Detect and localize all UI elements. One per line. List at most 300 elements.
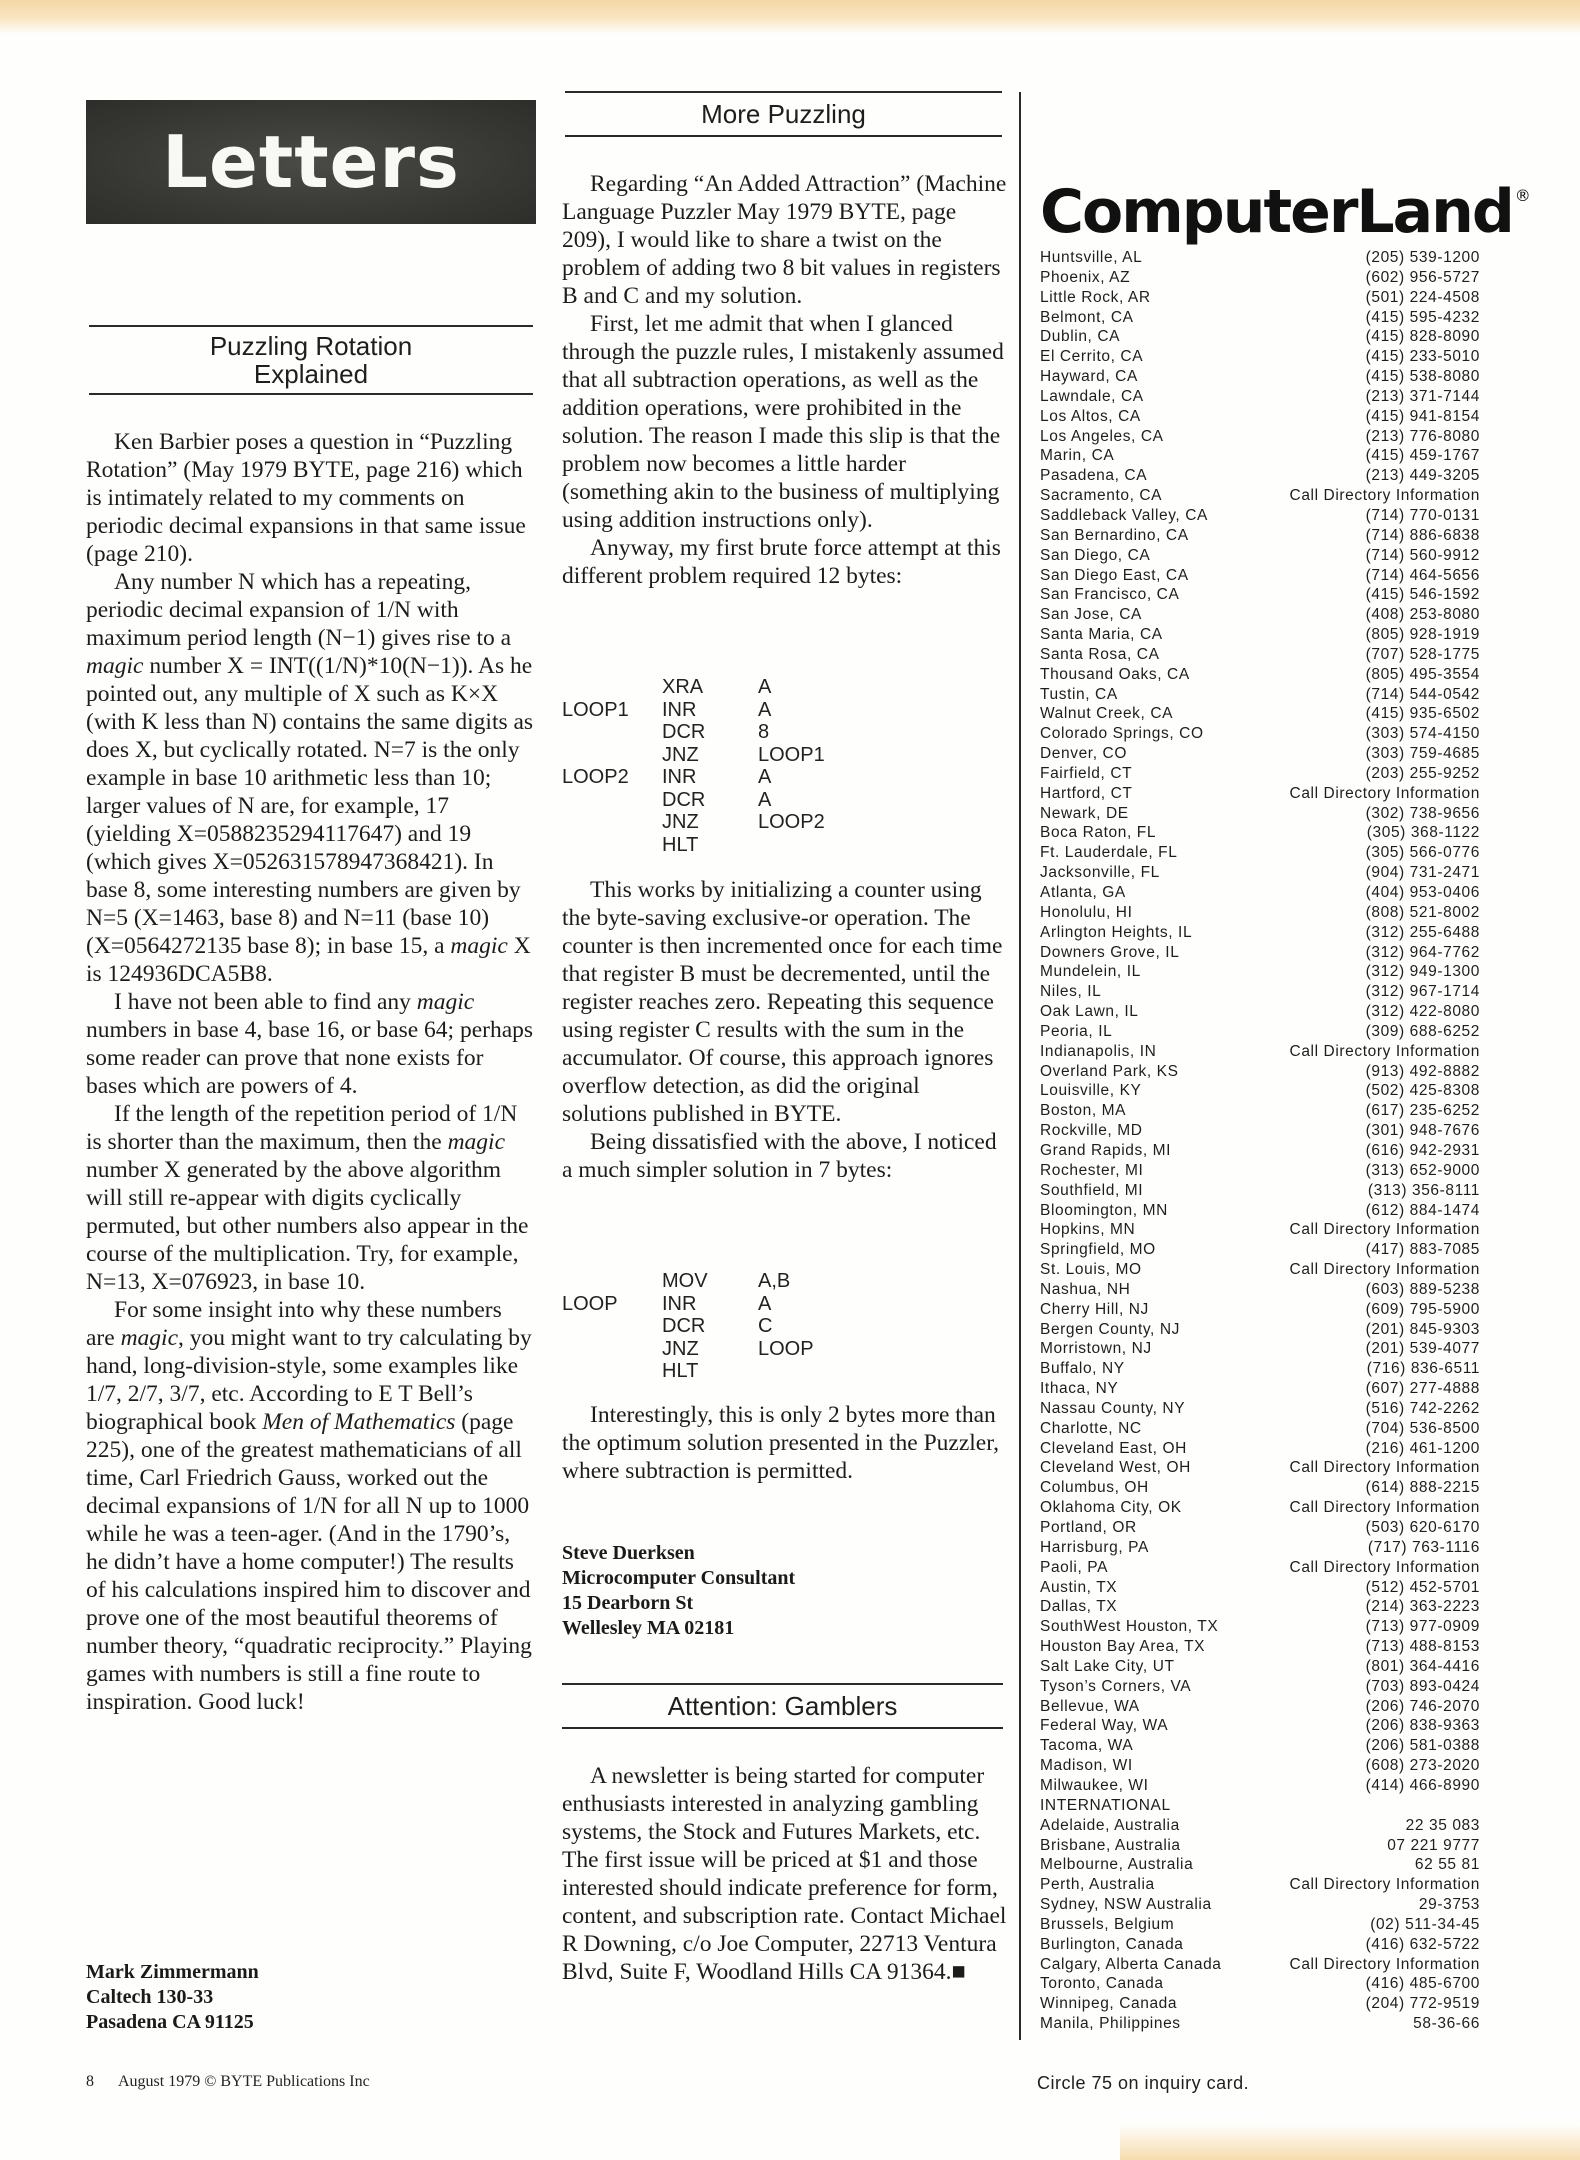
signature-line: Steve Duerksen bbox=[562, 1542, 695, 1564]
store-city: Brussels, Belgium bbox=[1040, 1915, 1175, 1933]
letter-body-more-puzzling-end bbox=[562, 1401, 1009, 1485]
store-row bbox=[1040, 1201, 1480, 1221]
store-city: Arlington Heights, IL bbox=[1040, 923, 1193, 941]
store-row bbox=[1040, 1320, 1480, 1340]
store-phone: (416) 632-5722 bbox=[1365, 1935, 1480, 1953]
brand-name: ComputerLand bbox=[1040, 177, 1513, 247]
store-city: Morristown, NJ bbox=[1040, 1340, 1152, 1358]
store-row bbox=[1040, 1697, 1480, 1717]
store-phone: (713) 488-8153 bbox=[1365, 1638, 1480, 1656]
store-phone: (707) 528-1775 bbox=[1365, 645, 1480, 663]
store-row bbox=[1040, 1220, 1480, 1240]
store-city: Pasadena, CA bbox=[1040, 467, 1148, 485]
store-row bbox=[1040, 943, 1480, 963]
code-line: LOOP2 INR A bbox=[562, 766, 772, 788]
store-city: Winnipeg, Canada bbox=[1040, 1995, 1178, 2013]
store-row bbox=[1040, 1240, 1480, 1260]
store-city: San Francisco, CA bbox=[1040, 586, 1180, 604]
store-row bbox=[1040, 268, 1480, 288]
store-phone: (312) 255-6488 bbox=[1365, 923, 1480, 941]
store-city: Honolulu, HI bbox=[1040, 903, 1133, 921]
store-phone: (203) 255-9252 bbox=[1365, 764, 1480, 782]
store-row bbox=[1040, 1657, 1480, 1677]
store-row bbox=[1040, 1399, 1480, 1419]
store-city: Tacoma, WA bbox=[1040, 1737, 1134, 1755]
store-phone: (714) 770-0131 bbox=[1365, 506, 1480, 524]
store-city: San Jose, CA bbox=[1040, 606, 1142, 624]
store-city: Atlanta, GA bbox=[1040, 884, 1126, 901]
store-phone: (808) 521-8002 bbox=[1365, 903, 1480, 921]
store-city: Rochester, MI bbox=[1040, 1161, 1144, 1179]
store-phone: 29-3753 bbox=[1418, 1896, 1480, 1914]
store-city: Bergen County, NJ bbox=[1040, 1320, 1181, 1338]
end-mark-icon: ■ bbox=[951, 1959, 966, 1985]
store-city: Saddleback Valley, CA bbox=[1040, 506, 1208, 524]
store-phone: (415) 941-8154 bbox=[1365, 407, 1480, 425]
page-edge-stain-bottom bbox=[1120, 2124, 1580, 2160]
store-phone: (416) 485-6700 bbox=[1365, 1975, 1480, 1993]
store-phone: (913) 492-8882 bbox=[1365, 1062, 1480, 1080]
store-city: Burlington, Canada bbox=[1040, 1935, 1184, 1953]
store-phone: (02) 511-34-45 bbox=[1370, 1915, 1480, 1933]
store-city: Bellevue, WA bbox=[1040, 1697, 1140, 1715]
store-row bbox=[1040, 1518, 1480, 1538]
code-listing-12-bytes bbox=[562, 676, 878, 856]
letters-banner bbox=[86, 100, 536, 224]
code-line: DCR A bbox=[662, 788, 772, 811]
store-city: Lawndale, CA bbox=[1040, 387, 1144, 405]
paragraph: Interestingly, this is only 2 bytes more than the optimum solution presented in the Puzzler, where subtraction is permitted. bbox=[562, 1402, 999, 1484]
store-row bbox=[1040, 784, 1480, 804]
store-phone: (415) 233-5010 bbox=[1365, 348, 1480, 366]
store-city: Mundelein, IL bbox=[1040, 963, 1141, 981]
inquiry-note: Circle 75 on inquiry card. bbox=[1037, 2073, 1250, 2093]
store-phone: (603) 889-5238 bbox=[1365, 1280, 1480, 1298]
signature-line: Pasadena CA 91125 bbox=[86, 2011, 254, 2033]
code-line: LOOP1 INR A bbox=[562, 698, 772, 721]
store-city: INTERNATIONAL bbox=[1040, 1796, 1171, 1814]
store-city: Charlotte, NC bbox=[1040, 1419, 1142, 1437]
store-phone: (714) 886-6838 bbox=[1365, 526, 1480, 544]
store-row bbox=[1040, 625, 1480, 645]
code-line: JNZ LOOP bbox=[662, 1337, 814, 1360]
store-row bbox=[1040, 843, 1480, 863]
store-phone: (305) 566-0776 bbox=[1365, 844, 1480, 862]
store-phone: (714) 560-9912 bbox=[1365, 546, 1480, 564]
store-row bbox=[1040, 486, 1480, 506]
store-phone: (201) 845-9303 bbox=[1365, 1320, 1480, 1338]
store-phone: (614) 888-2215 bbox=[1365, 1479, 1480, 1497]
letter-body-more-puzzling-cont bbox=[562, 876, 1009, 1184]
store-phone: (607) 277-4888 bbox=[1365, 1380, 1480, 1398]
store-phone: (713) 977-0909 bbox=[1365, 1618, 1480, 1636]
store-phone: Call Directory Information bbox=[1289, 1499, 1480, 1517]
store-phone: 58-36-66 bbox=[1413, 2015, 1480, 2033]
store-city: Manila, Philippines bbox=[1040, 2015, 1181, 2033]
store-row bbox=[1040, 1339, 1480, 1359]
store-row bbox=[1040, 1716, 1480, 1736]
store-city: Toronto, Canada bbox=[1040, 1975, 1164, 1993]
store-city: Paoli, PA bbox=[1040, 1558, 1109, 1576]
store-city: Milwaukee, WI bbox=[1040, 1776, 1149, 1794]
store-row bbox=[1040, 1280, 1480, 1300]
store-row bbox=[1040, 1478, 1480, 1498]
store-city: SouthWest Houston, TX bbox=[1040, 1618, 1219, 1636]
store-row bbox=[1040, 347, 1480, 367]
store-row bbox=[1040, 2014, 1480, 2034]
store-city: Boca Raton, FL bbox=[1040, 824, 1157, 842]
store-row bbox=[1040, 1637, 1480, 1657]
store-row bbox=[1040, 804, 1480, 824]
code-line: JNZ LOOP1 bbox=[662, 743, 825, 766]
store-row bbox=[1040, 1875, 1480, 1895]
store-row bbox=[1040, 982, 1480, 1002]
paragraph: For some insight into why these numbers are magic, you might want to try calculating by hand, long-division-style, some examples like 1/7, 2/7, 3/7, etc. According to E T Bell’s biographical book Men of Mathematics (page 225), one of the greatest mathematicians of all time, Carl Friedrich Gauss, worked out the decimal expansions of 1/N for all N up to 1000 while he was a teen-ager. (And in the 1790’s, he didn’t have a home computer!) The results of his calculations inspired him to discover and prove one of the most beautiful theorems of number theory, “quadratic reciprocity.” Playing games with numbers is still a fine route to inspiration. Good luck! bbox=[86, 1297, 532, 1715]
store-row bbox=[1040, 764, 1480, 784]
store-city: Brisbane, Australia bbox=[1040, 1836, 1181, 1854]
store-phone: (714) 464-5656 bbox=[1365, 566, 1480, 584]
store-city: Santa Maria, CA bbox=[1040, 626, 1163, 644]
store-row bbox=[1040, 407, 1480, 427]
store-phone: (303) 574-4150 bbox=[1365, 725, 1480, 743]
paragraph: Any number N which has a repeating, periodic decimal expansion of 1/N with maximum period length (N−1) gives rise to a magic number X = INT((1/N)*10(N−1)). As he pointed out, any multiple of X such as K×X (with K less than N) contains the same digits as does X, but cyclically rotated. N=7 is the only example in base 10 arithmetic less than 10; larger values of N are, for example, 17 (yielding X=0588235294117647) and 19 (which gives X=052631578947368421). In base 8, some interesting numbers are given by N=5 (X=1463, base 8) and N=11 (base 10) (X=0564272135 base 8); in base 15, a magic X is 124936DCA5B8. bbox=[86, 569, 534, 987]
paragraph: If the length of the repetition period of 1/N is shorter than the maximum, then the magic number X generated by the above algorithm will still re-appear with digits cyclically permuted, but other numbers also appear in the course of the multiplication. Try, for example, N=13, X=076923, in base 10. bbox=[86, 1101, 529, 1295]
store-row bbox=[1040, 526, 1480, 546]
code-line: DCR C bbox=[662, 1315, 773, 1337]
heading-line: Puzzling Rotation bbox=[209, 331, 413, 361]
store-city: Austin, TX bbox=[1040, 1578, 1118, 1596]
store-city: Marin, CA bbox=[1040, 447, 1115, 465]
paragraph: Ken Barbier poses a question in “Puzzling Rotation” (May 1979 BYTE, page 216) which is intimately related to my comments on periodic decimal expansions in that same issue (page 210). bbox=[86, 429, 526, 567]
store-city: Huntsville, AL bbox=[1040, 249, 1143, 266]
paragraph: Regarding “An Added Attraction” (Machine Language Puzzler May 1979 BYTE, page 209), I would like to share a twist on the problem of adding two 8 bit values in registers B and C and my solution. bbox=[562, 171, 1007, 309]
store-phone: (206) 838-9363 bbox=[1365, 1717, 1480, 1735]
store-directory bbox=[1040, 248, 1480, 2034]
store-phone: 07 221 9777 bbox=[1387, 1836, 1480, 1854]
store-phone: (415) 935-6502 bbox=[1365, 705, 1480, 723]
store-row bbox=[1040, 863, 1480, 883]
store-row bbox=[1040, 724, 1480, 744]
signature-steve-duerksen bbox=[562, 1541, 795, 1641]
store-city: San Diego East, CA bbox=[1040, 566, 1189, 584]
store-city: Thousand Oaks, CA bbox=[1040, 665, 1190, 683]
store-city: Rockville, MD bbox=[1040, 1122, 1143, 1140]
store-phone: Call Directory Information bbox=[1289, 1042, 1480, 1060]
store-row bbox=[1040, 1161, 1480, 1181]
store-city: Sydney, NSW Australia bbox=[1040, 1896, 1212, 1914]
store-row bbox=[1040, 1439, 1480, 1459]
store-row bbox=[1040, 387, 1480, 407]
store-phone: (414) 466-8990 bbox=[1365, 1776, 1480, 1794]
store-city: Hartford, CT bbox=[1040, 784, 1133, 802]
store-phone: (216) 461-1200 bbox=[1365, 1439, 1480, 1457]
store-phone: Call Directory Information bbox=[1289, 1459, 1480, 1477]
store-row bbox=[1040, 327, 1480, 347]
store-row bbox=[1040, 1558, 1480, 1578]
store-city: Downers Grove, IL bbox=[1040, 943, 1180, 961]
store-row bbox=[1040, 685, 1480, 705]
store-phone: (502) 425-8308 bbox=[1365, 1082, 1480, 1100]
signature-line: Mark Zimmermann bbox=[86, 1961, 259, 1983]
store-city: Buffalo, NY bbox=[1040, 1360, 1125, 1378]
store-city: Dublin, CA bbox=[1040, 328, 1121, 346]
store-row bbox=[1040, 1379, 1480, 1399]
store-city: Springfield, MO bbox=[1040, 1241, 1156, 1259]
store-city: Salt Lake City, UT bbox=[1040, 1657, 1175, 1675]
store-phone: (717) 763-1116 bbox=[1367, 1538, 1480, 1556]
store-row bbox=[1040, 1994, 1480, 2014]
store-row bbox=[1040, 1955, 1480, 1975]
store-phone: Call Directory Information bbox=[1289, 784, 1480, 802]
store-row bbox=[1040, 1816, 1480, 1836]
store-row bbox=[1040, 923, 1480, 943]
store-phone: 62 55 81 bbox=[1414, 1856, 1480, 1874]
store-city: Ft. Lauderdale, FL bbox=[1040, 844, 1178, 862]
store-row bbox=[1040, 1736, 1480, 1756]
registered-mark-icon: ® bbox=[1514, 186, 1531, 205]
heading-line: Explained bbox=[253, 359, 369, 389]
store-row bbox=[1040, 1796, 1480, 1816]
store-city: Grand Rapids, MI bbox=[1040, 1141, 1172, 1159]
store-phone: (415) 828-8090 bbox=[1365, 328, 1480, 346]
store-row bbox=[1040, 1578, 1480, 1598]
code-line: DCR 8 bbox=[662, 721, 770, 743]
store-row bbox=[1040, 903, 1480, 923]
store-city: Overland Park, KS bbox=[1040, 1062, 1179, 1080]
store-phone: (303) 759-4685 bbox=[1365, 745, 1480, 763]
store-phone: Call Directory Information bbox=[1289, 487, 1480, 505]
store-phone: (213) 776-8080 bbox=[1365, 427, 1480, 445]
store-row bbox=[1040, 546, 1480, 566]
store-phone: 22 35 083 bbox=[1405, 1816, 1480, 1834]
letter-body-puzzling-rotation bbox=[86, 428, 536, 1716]
paragraph bbox=[562, 1762, 1009, 1986]
store-city: Houston Bay Area, TX bbox=[1040, 1638, 1206, 1656]
store-phone: (313) 356-8111 bbox=[1367, 1181, 1480, 1199]
store-city: Jacksonville, FL bbox=[1040, 864, 1160, 882]
store-row bbox=[1040, 1022, 1480, 1042]
store-city: Sacramento, CA bbox=[1040, 487, 1163, 505]
store-city: Fairfield, CT bbox=[1040, 764, 1133, 782]
store-phone: (904) 731-2471 bbox=[1365, 864, 1480, 882]
store-phone: (714) 544-0542 bbox=[1365, 685, 1480, 703]
page-edge-stain bbox=[0, 0, 1580, 34]
store-city: San Diego, CA bbox=[1040, 546, 1151, 564]
store-city: San Bernardino, CA bbox=[1040, 526, 1189, 544]
store-phone: (501) 224-4508 bbox=[1365, 288, 1480, 306]
store-city: Santa Rosa, CA bbox=[1040, 645, 1160, 663]
store-row bbox=[1040, 665, 1480, 685]
store-row bbox=[1040, 823, 1480, 843]
store-city: Columbus, OH bbox=[1040, 1479, 1149, 1497]
letter-body-more-puzzling bbox=[562, 170, 1009, 590]
store-phone: Call Directory Information bbox=[1289, 1955, 1480, 1973]
signature-line: Wellesley MA 02181 bbox=[562, 1617, 735, 1639]
code-line: HLT bbox=[662, 833, 699, 856]
store-phone: (805) 928-1919 bbox=[1365, 626, 1480, 644]
store-row bbox=[1040, 1062, 1480, 1082]
store-row bbox=[1040, 288, 1480, 308]
page-number: 8 bbox=[86, 2073, 94, 2090]
page-footer bbox=[86, 2073, 370, 2091]
store-city: Bloomington, MN bbox=[1040, 1201, 1168, 1219]
store-row bbox=[1040, 506, 1480, 526]
store-phone: (301) 948-7676 bbox=[1365, 1122, 1480, 1140]
store-city: Tustin, CA bbox=[1040, 685, 1118, 703]
store-phone: (415) 546-1592 bbox=[1365, 586, 1480, 604]
store-row bbox=[1040, 1042, 1480, 1062]
store-city: Phoenix, AZ bbox=[1040, 268, 1131, 286]
store-row bbox=[1040, 744, 1480, 764]
store-city: Colorado Springs, CO bbox=[1040, 725, 1204, 743]
letters-banner-title: Letters bbox=[162, 120, 460, 204]
store-phone: (302) 738-9656 bbox=[1365, 804, 1480, 822]
store-row bbox=[1040, 248, 1480, 268]
code-line: JNZ LOOP2 bbox=[662, 811, 825, 833]
store-city: Federal Way, WA bbox=[1040, 1717, 1169, 1735]
store-phone: (512) 452-5701 bbox=[1365, 1578, 1480, 1596]
code-listing-7-bytes bbox=[562, 1270, 878, 1383]
store-city: Boston, MA bbox=[1040, 1102, 1127, 1120]
code-line: LOOP INR A bbox=[562, 1292, 772, 1315]
store-city: Hopkins, MN bbox=[1040, 1221, 1136, 1239]
store-city: Niles, IL bbox=[1040, 983, 1102, 1001]
store-phone: (616) 942-2931 bbox=[1365, 1141, 1480, 1159]
store-row bbox=[1040, 427, 1480, 447]
code-line: HLT bbox=[662, 1360, 699, 1382]
paragraph: Anyway, my first brute force attempt at this different problem required 12 bytes: bbox=[562, 535, 1001, 589]
paragraph: This works by initializing a counter using the byte-saving exclusive-or operation. The counter is then incremented once for each time that register B must be decremented, until the register reaches zero. Repeating this sequence using register C results with the sum in the accumulator. Of course, this approach ignores overflow detection, as did the original solutions published in BYTE. bbox=[562, 877, 1003, 1127]
store-phone: (801) 364-4416 bbox=[1365, 1657, 1480, 1675]
store-row bbox=[1040, 645, 1480, 665]
store-phone: (201) 539-4077 bbox=[1365, 1340, 1480, 1358]
section-heading-attention-gamblers bbox=[562, 1683, 1003, 1729]
store-phone: (716) 836-6511 bbox=[1366, 1360, 1480, 1378]
store-row bbox=[1040, 566, 1480, 586]
code-line: MOV A,B bbox=[662, 1270, 791, 1292]
paragraph: First, let me admit that when I glanced through the puzzle rules, I mistakenly assumed that all subtraction operations, as well as the addition operations, were prohibited in the solution. The reason I made this slip is that the problem now becomes a little harder (something akin to the business of multiplying using addition instructions only). bbox=[562, 311, 1004, 533]
store-phone: (312) 422-8080 bbox=[1365, 1003, 1480, 1021]
store-city: Perth, Australia bbox=[1040, 1876, 1155, 1894]
store-phone: (309) 688-6252 bbox=[1365, 1022, 1480, 1040]
store-city: El Cerrito, CA bbox=[1040, 348, 1144, 366]
store-phone: (305) 368-1122 bbox=[1366, 824, 1480, 842]
store-phone: (213) 371-7144 bbox=[1365, 387, 1480, 405]
store-row bbox=[1040, 367, 1480, 387]
store-city: Los Angeles, CA bbox=[1040, 427, 1164, 445]
store-phone: Call Directory Information bbox=[1289, 1221, 1480, 1239]
store-phone: (214) 363-2223 bbox=[1365, 1598, 1480, 1616]
store-row bbox=[1040, 1895, 1480, 1915]
store-row bbox=[1040, 1002, 1480, 1022]
store-row bbox=[1040, 1141, 1480, 1161]
store-row bbox=[1040, 1181, 1480, 1201]
store-city: St. Louis, MO bbox=[1040, 1261, 1142, 1279]
store-row bbox=[1040, 446, 1480, 466]
store-row bbox=[1040, 1855, 1480, 1875]
store-phone: (312) 967-1714 bbox=[1365, 983, 1480, 1001]
store-phone: (503) 620-6170 bbox=[1365, 1519, 1480, 1536]
section-heading-puzzling-rotation bbox=[89, 325, 533, 395]
store-phone: (206) 746-2070 bbox=[1365, 1697, 1480, 1715]
store-city: Madison, WI bbox=[1040, 1757, 1133, 1775]
store-phone: Call Directory Information bbox=[1289, 1876, 1480, 1894]
store-row bbox=[1040, 1260, 1480, 1280]
store-row bbox=[1040, 1974, 1480, 1994]
store-phone: (703) 893-0424 bbox=[1365, 1677, 1480, 1695]
publication-credit: August 1979 © BYTE Publications Inc bbox=[118, 2073, 370, 2090]
store-city: Little Rock, AR bbox=[1040, 288, 1151, 306]
store-city: Portland, OR bbox=[1040, 1519, 1137, 1536]
store-row bbox=[1040, 1776, 1480, 1796]
store-row bbox=[1040, 605, 1480, 625]
store-phone: (213) 449-3205 bbox=[1365, 467, 1480, 485]
paragraph: I have not been able to find any magic numbers in base 4, base 16, or base 64; perhaps some reader can prove that none exists for bases which are powers of 4. bbox=[86, 989, 534, 1099]
code-line: XRA A bbox=[662, 676, 772, 698]
store-city: Cherry Hill, NJ bbox=[1040, 1300, 1149, 1318]
store-row bbox=[1040, 1538, 1480, 1558]
store-city: Harrisburg, PA bbox=[1040, 1538, 1149, 1556]
store-city: Louisville, KY bbox=[1040, 1082, 1142, 1100]
store-row bbox=[1040, 883, 1480, 903]
store-phone: (206) 581-0388 bbox=[1365, 1737, 1480, 1755]
store-phone: Call Directory Information bbox=[1289, 1261, 1480, 1279]
store-row bbox=[1040, 1617, 1480, 1637]
store-row bbox=[1040, 466, 1480, 486]
store-city: Dallas, TX bbox=[1040, 1598, 1118, 1616]
store-row bbox=[1040, 1935, 1480, 1955]
store-row bbox=[1040, 1597, 1480, 1617]
store-row bbox=[1040, 1300, 1480, 1320]
store-row bbox=[1040, 308, 1480, 328]
store-city: Los Altos, CA bbox=[1040, 407, 1141, 425]
store-row bbox=[1040, 1756, 1480, 1776]
paragraph: Being dissatisfied with the above, I noticed a much simpler solution in 7 bytes: bbox=[562, 1129, 997, 1183]
store-phone: (609) 795-5900 bbox=[1365, 1300, 1480, 1318]
store-row bbox=[1040, 1498, 1480, 1518]
store-row bbox=[1040, 585, 1480, 605]
store-city: Adelaide, Australia bbox=[1040, 1816, 1180, 1834]
store-phone: (617) 235-6252 bbox=[1365, 1102, 1480, 1120]
store-city: Cleveland East, OH bbox=[1040, 1439, 1187, 1457]
store-phone: (417) 883-7085 bbox=[1365, 1241, 1480, 1259]
store-city: Nassau County, NY bbox=[1040, 1399, 1186, 1417]
store-phone: (805) 495-3554 bbox=[1365, 665, 1480, 683]
store-row bbox=[1040, 1677, 1480, 1697]
store-city: Tyson’s Corners, VA bbox=[1040, 1677, 1192, 1695]
store-city: Oak Lawn, IL bbox=[1040, 1003, 1139, 1021]
store-city: Walnut Creek, CA bbox=[1040, 705, 1174, 723]
store-city: Denver, CO bbox=[1040, 745, 1127, 763]
store-phone: (415) 595-4232 bbox=[1365, 308, 1480, 326]
store-row bbox=[1040, 962, 1480, 982]
section-heading-more-puzzling bbox=[565, 91, 1002, 137]
store-phone: (612) 884-1474 bbox=[1365, 1201, 1480, 1219]
signature-line: 15 Dearborn St bbox=[562, 1592, 694, 1614]
store-city: Hayward, CA bbox=[1040, 368, 1138, 386]
signature-line: Microcomputer Consultant bbox=[562, 1567, 796, 1589]
store-phone: (204) 772-9519 bbox=[1365, 1995, 1480, 2013]
store-phone: (415) 459-1767 bbox=[1365, 447, 1480, 465]
store-city: Ithaca, NY bbox=[1040, 1380, 1119, 1398]
heading-line: Attention: Gamblers bbox=[667, 1691, 898, 1721]
store-city: Cleveland West, OH bbox=[1040, 1459, 1191, 1477]
store-phone: (404) 953-0406 bbox=[1365, 884, 1480, 901]
column-divider bbox=[1019, 92, 1021, 2040]
store-phone: (312) 949-1300 bbox=[1365, 963, 1480, 981]
store-city: Oklahoma City, OK bbox=[1040, 1499, 1182, 1517]
store-phone: (312) 964-7762 bbox=[1365, 943, 1480, 961]
